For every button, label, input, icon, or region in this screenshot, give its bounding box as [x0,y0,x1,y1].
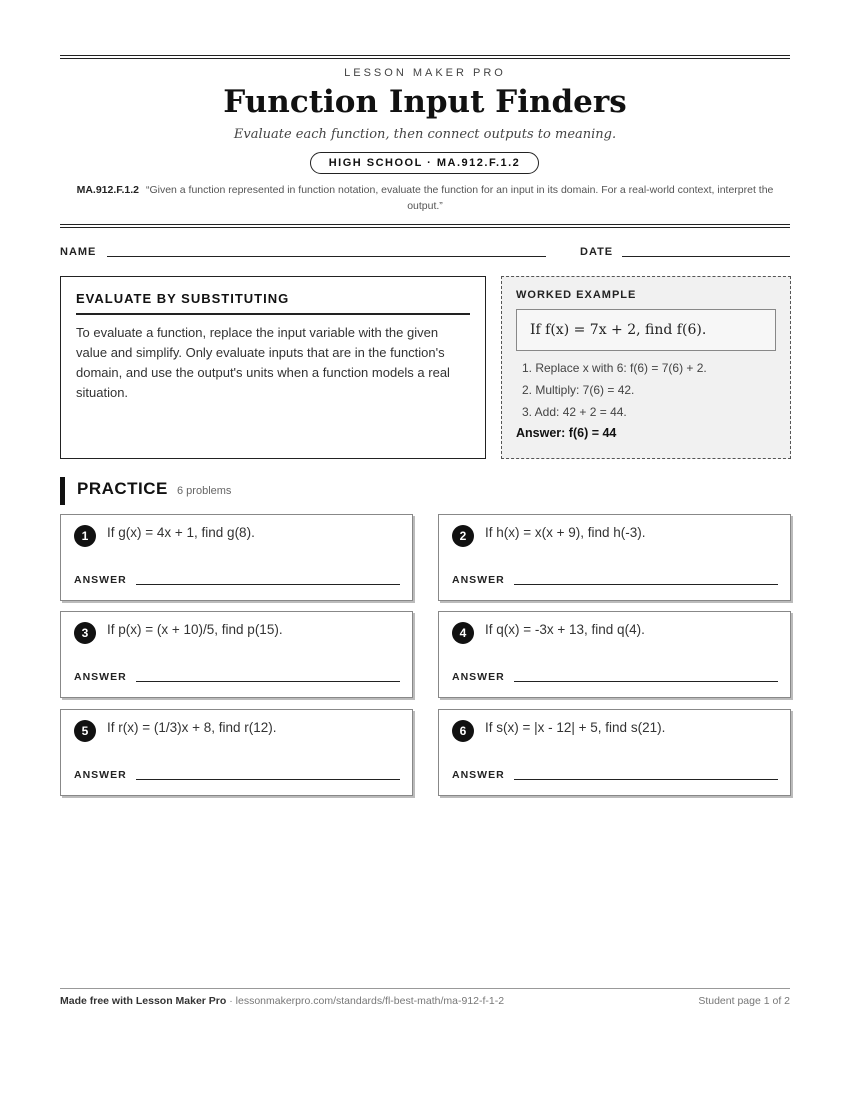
answer-field[interactable] [514,779,778,780]
standard-code: MA.912.F.1.2 [76,184,140,196]
worked-example-step: 1. Replace x with 6: f(6) = 7(6) + 2. [522,361,707,375]
problem-card-4 [438,611,791,698]
problem-text: If r(x) = (1/3)x + 8, find r(12). [107,720,277,735]
concept-box [60,276,486,459]
answer-field[interactable] [136,584,400,585]
standard-text: “Given a function represented in function notation, evaluate the function for an input in its domain. For a real-world context, interpret the output.” [145,184,774,212]
name-field[interactable] [107,256,546,257]
problem-number: 2 [452,525,474,547]
problem-card-3 [60,611,413,698]
problem-number: 5 [74,720,96,742]
practice-accent-bar [60,477,65,505]
answer-field[interactable] [514,681,778,682]
header-bottom-rule-thin [60,227,790,228]
answer-label: ANSWER [452,574,505,586]
level-badge: HIGH SCHOOL · MA.912.F.1.2 [310,152,539,174]
top-rule-thin [60,58,790,59]
date-field[interactable] [622,256,790,257]
footer-made-with: Made free with Lesson Maker Pro [60,995,227,1007]
problem-number: 4 [452,622,474,644]
worked-example-answer: Answer: f(6) = 44 [516,426,617,440]
practice-title: PRACTICE [77,479,168,498]
answer-label: ANSWER [74,769,127,781]
footer-rule [60,988,790,989]
problem-card-6 [438,709,791,796]
problem-text: If q(x) = -3x + 13, find q(4). [485,622,645,637]
answer-label: ANSWER [452,769,505,781]
problem-card-1 [60,514,413,601]
worksheet-title: Function Input Finders [223,84,627,120]
answer-label: ANSWER [74,671,127,683]
worked-example-step: 2. Multiply: 7(6) = 42. [522,383,635,397]
answer-field[interactable] [136,681,400,682]
concept-heading: EVALUATE BY SUBSTITUTING [76,291,470,315]
problem-card-2 [438,514,791,601]
footer-url[interactable]: · lessonmakerpro.com/standards/fl-best-math/ma-912-f-1-2 [226,995,505,1007]
problem-number: 3 [74,622,96,644]
problem-text: If s(x) = |x - 12| + 5, find s(21). [485,720,666,735]
answer-label: ANSWER [452,671,505,683]
problem-text: If g(x) = 4x + 1, find g(8). [107,525,255,540]
problem-number: 1 [74,525,96,547]
footer-page-number: Student page 1 of 2 [698,995,790,1007]
footer-credit [60,995,504,1007]
date-label: DATE [580,246,614,258]
problem-text: If p(x) = (x + 10)/5, find p(15). [107,622,283,637]
header-bottom-rule [60,224,790,225]
answer-label: ANSWER [74,574,127,586]
worked-example-box [501,276,791,459]
concept-body: To evaluate a function, replace the input variable with the given value and simplify. Only evaluate inputs that are in the function's domain, and use the output's units when a function models a real situation. [76,325,450,400]
worked-example-heading: WORKED EXAMPLE [516,289,637,301]
practice-count: 6 problems [177,485,232,497]
brand-label: LESSON MAKER PRO [344,67,506,79]
problem-text: If h(x) = x(x + 9), find h(-3). [485,525,646,540]
worked-example-problem: If f(x) = 7x + 2, find f(6). [516,309,776,351]
answer-field[interactable] [514,584,778,585]
problem-card-5 [60,709,413,796]
worksheet-subtitle: Evaluate each function, then connect outputs to meaning. [233,127,617,142]
top-rule [60,55,790,56]
standard-statement [72,182,778,214]
problem-number: 6 [452,720,474,742]
answer-field[interactable] [136,779,400,780]
name-label: NAME [60,246,97,258]
worked-example-step: 3. Add: 42 + 2 = 44. [522,405,627,419]
worked-example-steps [522,357,776,423]
